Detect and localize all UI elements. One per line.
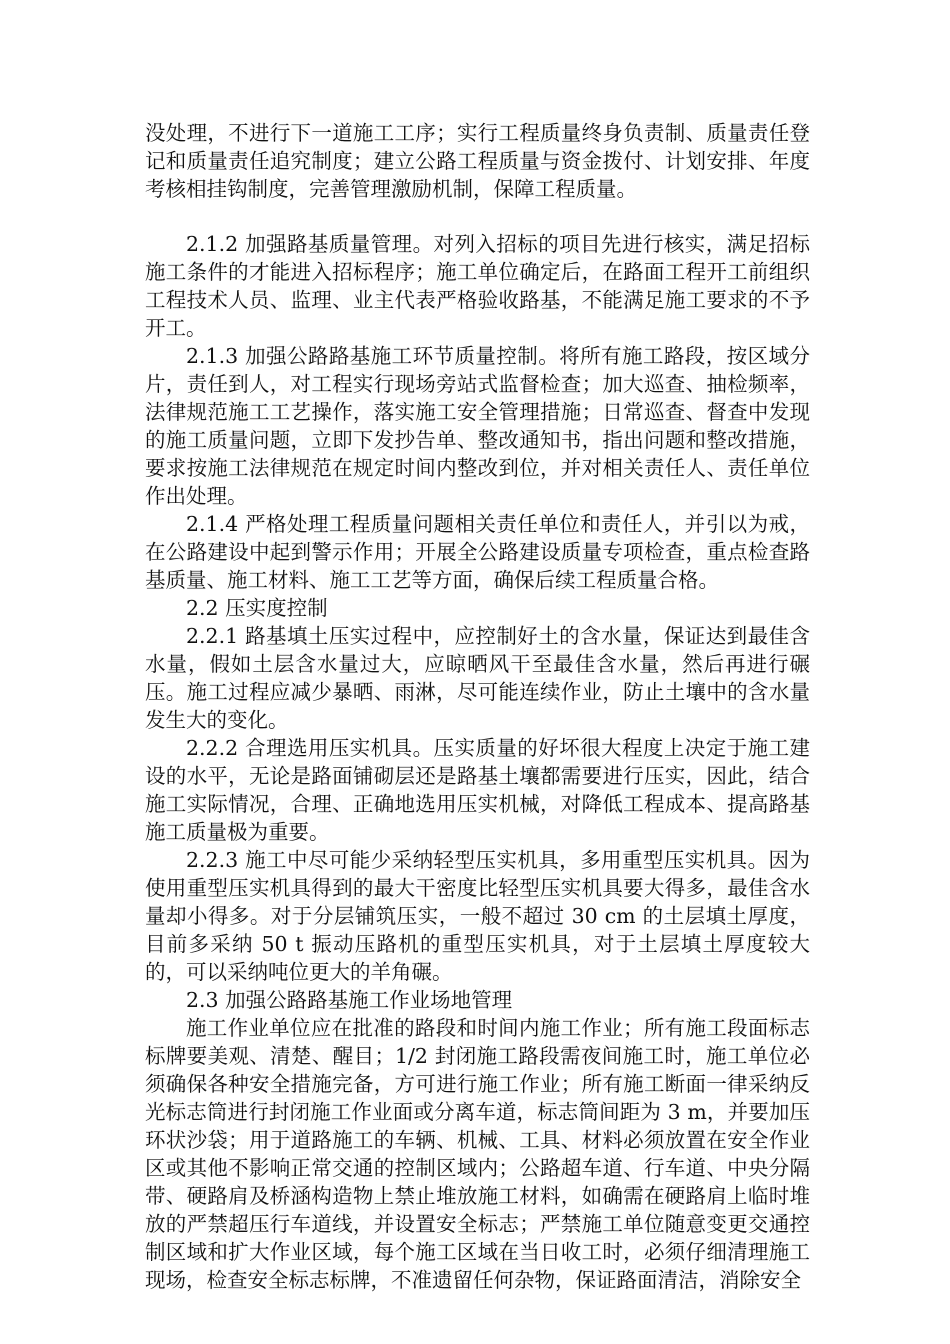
paragraph-2-2-1: 2.2.1 路基填土压实过程中，应控制好土的含水量，保证达到最佳含水量，假如土层含水量过大，应晾晒风干至最佳含水量，然后再进行碾压。施工过程应减少暴晒、雨淋，尽可能连续作业，防止土壤中的含水量发生大的变化。: [145, 624, 810, 732]
paragraph-2-1-2: 2.1.2 加强路基质量管理。对列入招标的项目先进行核实，满足招标施工条件的才能进入招标程序；施工单位确定后，在路面工程开工前组织工程技术人员、监理、业主代表严格验收路基，不能满足施工要求的不予开工。: [145, 232, 810, 340]
paragraph-2-3-body: 施工作业单位应在批准的路段和时间内施工作业；所有施工段面标志标牌要美观、清楚、醒目；1/2 封闭施工路段需夜间施工时，施工单位必须确保各种安全措施完备，方可进行施工作业；所有施工断面一律采纳反光标志筒进行封闭施工作业面或分离车道，标志筒间距为 3 m，并要加压环状沙袋；用于道路施工的车辆、机械、工具、材料必须放置在安全作业区或其他不影响正常交通的控制区域内；公路超车道、行车道、中央分隔带、硬路肩及桥涵构造物上禁止堆放施工材料，如确需在硬路肩上临时堆放的严禁超压行车道线，并设置安全标志；严禁施工单位随意变更交通控制区域和扩大作业区域，每个施工区域在当日收工时，必须仔细清理施工现场，检查安全标志标牌，不准遗留任何杂物，保证路面清洁，消除安全: [145, 1016, 810, 1292]
paragraph-continued: 没处理，不进行下一道施工工序；实行工程质量终身负责制、质量责任登记和质量责任追究制度；建立公路工程质量与资金拨付、计划安排、年度考核相挂钩制度，完善管理激励机制，保障工程质量。: [145, 121, 810, 201]
section-heading-2-3: 2.3 加强公路路基施工作业场地管理: [186, 988, 513, 1012]
document-body: [145, 119, 810, 1294]
paragraph-2-2-2: 2.2.2 合理选用压实机具。压实质量的好坏很大程度上决定于施工建设的水平，无论是路面铺砌层还是路基土壤都需要进行压实，因此，结合施工实际情况，合理、正确地选用压实机械，对降低工程成本、提高路基施工质量极为重要。: [145, 736, 810, 844]
section-heading-2-2: 2.2 压实度控制: [186, 596, 328, 620]
paragraph-2-1-4: 2.1.4 严格处理工程质量问题相关责任单位和责任人，并引以为戒，在公路建设中起到警示作用；开展全公路建设质量专项检查，重点检查路基质量、施工材料、施工工艺等方面，确保后续工程质量合格。: [145, 512, 810, 592]
paragraph-2-2-3: 2.2.3 施工中尽可能少采纳轻型压实机具，多用重型压实机具。因为使用重型压实机具得到的最大干密度比轻型压实机具要大得多，最佳含水量却小得多。对于分层铺筑压实，一般不超过 30 cm 的土层填土厚度，目前多采纳 50 t 振动压路机的重型压实机具，对于土层填土厚度较大的，可以采纳吨位更大的羊角碾。: [145, 848, 810, 984]
paragraph-2-1-3: 2.1.3 加强公路路基施工环节质量控制。将所有施工路段，按区域分片，责任到人，对工程实行现场旁站式监督检查；加大巡查、抽检频率，法律规范施工工艺操作，落实施工安全管理措施；日常巡查、督查中发现的施工质量问题，立即下发抄告单、整改通知书，指出问题和整改措施，要求按施工法律规范在规定时间内整改到位，并对相关责任人、责任单位作出处理。: [145, 344, 810, 508]
